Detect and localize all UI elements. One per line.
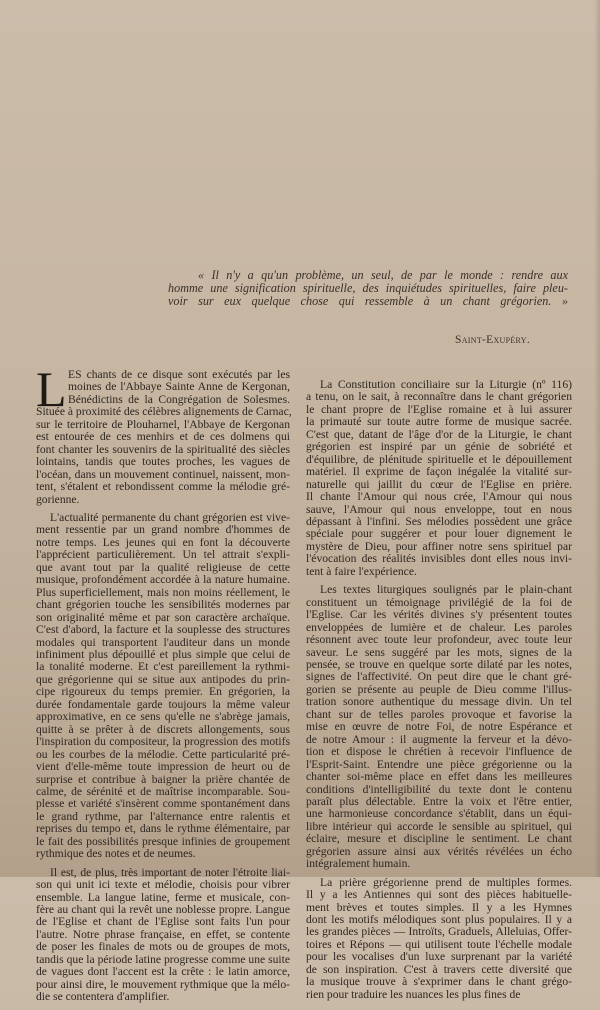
text-line: tration sonore authentique du message divin. Un tel	[306, 695, 572, 709]
left-column	[36, 361, 292, 1010]
text-line: dont les motifs mélodiques sont plus populaires. Il y a	[306, 913, 572, 927]
text-line: ment ressentie par un grand nombre d'hommes de	[36, 523, 290, 537]
text-line: Il y a les Antiennes qui sont des pièces habituelle-	[306, 888, 572, 902]
drop-cap: L	[36, 361, 67, 417]
text-line: sur le territoire de Plouharnel, l'Abbaye de Kergonan	[36, 417, 290, 431]
text-line: fère au chant qui la revêt une noblesse propre. Langue	[36, 903, 290, 917]
text-line: toires et Répons — qui utilisent toute l'échelle modale	[306, 937, 572, 951]
text-line: son originalité même et par son caractère archaïque.	[36, 610, 290, 624]
text-line: surprise et contribue à baigner la prière chantée de	[36, 772, 290, 786]
text-line: de son inspiration. C'est à travers cette diversité que	[306, 962, 572, 976]
text-line: l'océan, dans un mouvement continuel, naissent, mon-	[36, 467, 290, 481]
text-line: l'autre. Notre phrase française, en effet, se contente	[36, 927, 290, 941]
epigraph-quote	[168, 269, 568, 309]
text-line: grégorien est inspiré par un génie de sobriété et	[306, 440, 572, 454]
text-line: la tonalité moderne. Et c'est pareillement la rythmi-	[36, 660, 290, 674]
text-line: dépassant à l'infini. Ses mélodies possèdent une grâce	[306, 514, 572, 528]
epigraph-author: Saint-Exupéry.	[455, 334, 530, 346]
paragraph	[306, 877, 572, 1002]
paragraph	[306, 584, 572, 870]
text-line: saveur. Le sens suggéré par les mots, signes de la	[306, 645, 572, 659]
text-line: matériel. Il exprime de façon inégalée la vitalité sur-	[306, 465, 572, 479]
text-line: intégralement humain.	[306, 857, 411, 871]
text-line: gorien se présente au peuple de Dieu comme l'illus-	[306, 682, 572, 696]
text-line: la musique trouve à s'exprimer dans le chant grégo-	[306, 975, 572, 989]
text-line: Il est, de plus, très important de noter l'étroite liai-	[50, 865, 290, 879]
text-line: que grégorienne qui se situe aux antipodes du prin-	[36, 672, 290, 686]
text-line: de notre Amour : il augmente la ferveur et la dévo-	[306, 732, 572, 746]
text-line: a tenu, on le sait, à reconnaître dans le chant grégorien	[306, 390, 572, 404]
text-line: ensemble. La langue latine, ferme et musicale, con-	[36, 890, 290, 904]
text-line: la primauté sur toute autre forme de musique sacrée.	[306, 415, 572, 429]
text-line: ES chants de ce disque sont exécutés par les	[68, 368, 290, 381]
text-line: approximative, en ce sens qu'elle ne s'abrège jamais,	[36, 710, 290, 724]
right-column	[306, 379, 572, 1007]
text-line: éclaire, mesure et discipline le sentiment. Le chant	[306, 832, 572, 846]
text-line: le fait des possibilités presque infinies de groupement	[36, 834, 290, 848]
text-line: ou les courbes de la mélodie. Cette particularité pré-	[36, 747, 290, 761]
text-line: son qui unit ici texte et mélodie, choisis pour vibrer	[36, 878, 290, 892]
text-line: font chanter les souvenirs de la spiritualité des siècles	[36, 442, 290, 456]
text-line: plesse et variété s'insèrent comme spontanément dans	[36, 797, 290, 811]
text-line: enveloppées de lumière et de chaleur. Les paroles	[306, 620, 572, 634]
text-line: l'apprécient particulièrement. Un tel attrait s'expli-	[36, 548, 290, 562]
paragraph	[36, 867, 290, 1004]
paragraph	[36, 512, 290, 861]
text-line: rien pour traduire les nuances les plus fines de	[306, 987, 521, 1001]
paragraph	[36, 361, 292, 506]
text-line: musique, profondément accordée à la nature humaine.	[36, 573, 290, 587]
text-line: L'actualité permanente du chant grégorien est vive-	[50, 510, 290, 524]
text-line: lointains, tandis que toutes proches, les vagues de	[36, 455, 290, 469]
text-line: Les textes liturgiques soulignés par le plain-chant	[320, 583, 572, 597]
text-line: vient d'elle-même toute impression de heurt ou de	[36, 760, 290, 774]
text-line: pour les vocalises d'un luxe surprenant par la variété	[306, 950, 572, 964]
text-line: chanter soi-même place en effet dans les meilleures	[306, 770, 572, 784]
text-line: spéciale pour suggérer et pour louer dignement le	[306, 527, 572, 541]
text-line: calme, de sérénité et de maîtrise incomparable. Sou-	[36, 784, 290, 798]
text-line: est entourée de ces menhirs et de ces dolmens qui	[36, 430, 290, 444]
text-line: durée fondamentale garde toujours la même valeur	[36, 697, 290, 711]
text-line: une harmonieuse concordance s'établit, dans un équi-	[306, 807, 572, 821]
text-line: le grand rythme, par l'alternance entre ralentis et	[36, 809, 290, 823]
text-line: La Constitution conciliaire sur la Liturgie (nº 116)	[320, 378, 572, 391]
text-line: mise en œuvre de notre Foi, de notre Espérance et	[306, 720, 572, 734]
text-line: pensée, se trouve en quelque sorte dilaté par les notes,	[306, 657, 572, 671]
text-line: mystère de Dieu, pour affiner notre sens spirituel par	[306, 539, 572, 553]
text-line: conditions d'intelligibilité du texte dont le contenu	[306, 782, 572, 796]
page-edge-shadow	[594, 0, 600, 877]
text-line: infiniment plus dépouillé et plus simple que celui de	[36, 647, 290, 661]
text-line: grégorien assure ainsi aux vérités révélées un écho	[306, 844, 572, 858]
text-line: cipe rigoureux du temps premier. En grégorien, la	[36, 685, 290, 699]
text-line: Située à proximité des célèbres alignements de Carnac,	[36, 405, 292, 419]
text-line: d'équilibre, de plénitude spirituelle et le dépouillement	[306, 452, 572, 466]
text-line: tent, s'étalent et rebondissent comme la mélodie gré-	[36, 480, 290, 494]
text-line: rythmique des notes et de neumes.	[36, 847, 196, 861]
text-line: de l'Eglise et chant de l'Eglise sont faits l'un pour	[36, 915, 290, 929]
text-line: l'Esprit-Saint. Entendre une pièce grégorienne ou la	[306, 757, 572, 771]
text-line: Plus superficiellement, mais non moins réellement, le	[36, 585, 290, 599]
text-line: chant grégorien touche les sensibilités modernes par	[36, 598, 290, 612]
text-line: naturelle qui jaillit du cœur de l'Eglise en prière.	[306, 477, 572, 491]
text-line: Bénédictins de la Congrégation de Solesmes.	[68, 392, 290, 406]
text-line: les grandes pièces — Introïts, Graduels, Alleluias, Offer-	[306, 925, 572, 939]
quote-line: « Il n'y a qu'un problème, un seul, de par le monde : rendre aux	[198, 268, 568, 282]
text-line: de vagues dont l'accent est la crête : le latin amorce,	[36, 965, 290, 979]
quote-line: homme une signification spirituelle, des inquiétudes spirituelles, faire pleu-	[168, 281, 568, 296]
paragraph	[306, 379, 572, 578]
text-line: l'inspiration du compositeur, la progression des motifs	[36, 735, 290, 749]
text-line: résonnent avec toute leur profondeur, avec toute leur	[306, 633, 572, 647]
text-line: moines de l'Abbaye Sainte Anne de Kergonan,	[68, 380, 290, 394]
text-line: C'est d'abord, la facture et la souplesse des structures	[36, 623, 290, 637]
text-line: tion et dispose le chrétien à recevoir l'influence de	[306, 745, 572, 759]
text-line: signes de l'affectivité. On peut dire que le chant gré-	[306, 670, 572, 684]
text-line: quitte à se prêter à de discrets allongements, sous	[36, 722, 290, 736]
text-line: que avant tout par la qualité religieuse de cette	[36, 560, 290, 574]
text-line: die se contentera d'amplifier.	[36, 990, 170, 1004]
text-line: tent à faire l'expérience.	[306, 564, 417, 578]
text-line: l'Eglise. Car les vérités divines s'y présentent toutes	[306, 608, 572, 622]
text-line: l'évocation des réalités invisibles dont elles nous invi-	[306, 552, 572, 566]
text-line: libre intérieur qui accorde le sensible au spirituel, qui	[306, 819, 572, 833]
text-line: notre temps. Les jeunes qui en font la découverte	[36, 535, 290, 549]
text-line: Il chante l'Amour qui nous crée, l'Amour qui nous	[306, 490, 572, 504]
text-line: La prière grégorienne prend de multiples formes.	[320, 875, 572, 889]
text-line: C'est que, datant de l'âge d'or de la Liturgie, le chant	[306, 427, 572, 441]
text-line: de poser les finales de mots ou de groupes de mots,	[36, 940, 290, 954]
text-line: modales qui transportent l'auditeur dans un monde	[36, 635, 290, 649]
text-line: pour ainsi dire, le mouvement rythmique que la mélo-	[36, 977, 290, 991]
text-line: tandis que la période latine progresse comme une suite	[36, 952, 290, 966]
text-line: gorienne.	[36, 492, 80, 506]
quote-line: voir sur eux quelque chose qui ressemble à un chant grégorien. »	[168, 294, 568, 309]
text-line: reprises du tempo et, dans le rythme élémentaire, par	[36, 822, 290, 836]
text-line: paraît plus délectable. Entre la voix et l'être entier,	[306, 794, 572, 808]
text-line: chant sur de telles paroles provoque et favorise la	[306, 707, 572, 721]
text-line: le chant propre de l'Eglise romaine et à lui assurer	[306, 402, 572, 416]
text-line: ment brèves et toutes simples. Il y a les Hymnes	[306, 900, 572, 914]
text-line: sauve, l'Amour qui nous enveloppe, tout en nous	[306, 502, 572, 516]
text-line: constituent un témoignage privilégié de la foi de	[306, 595, 572, 609]
